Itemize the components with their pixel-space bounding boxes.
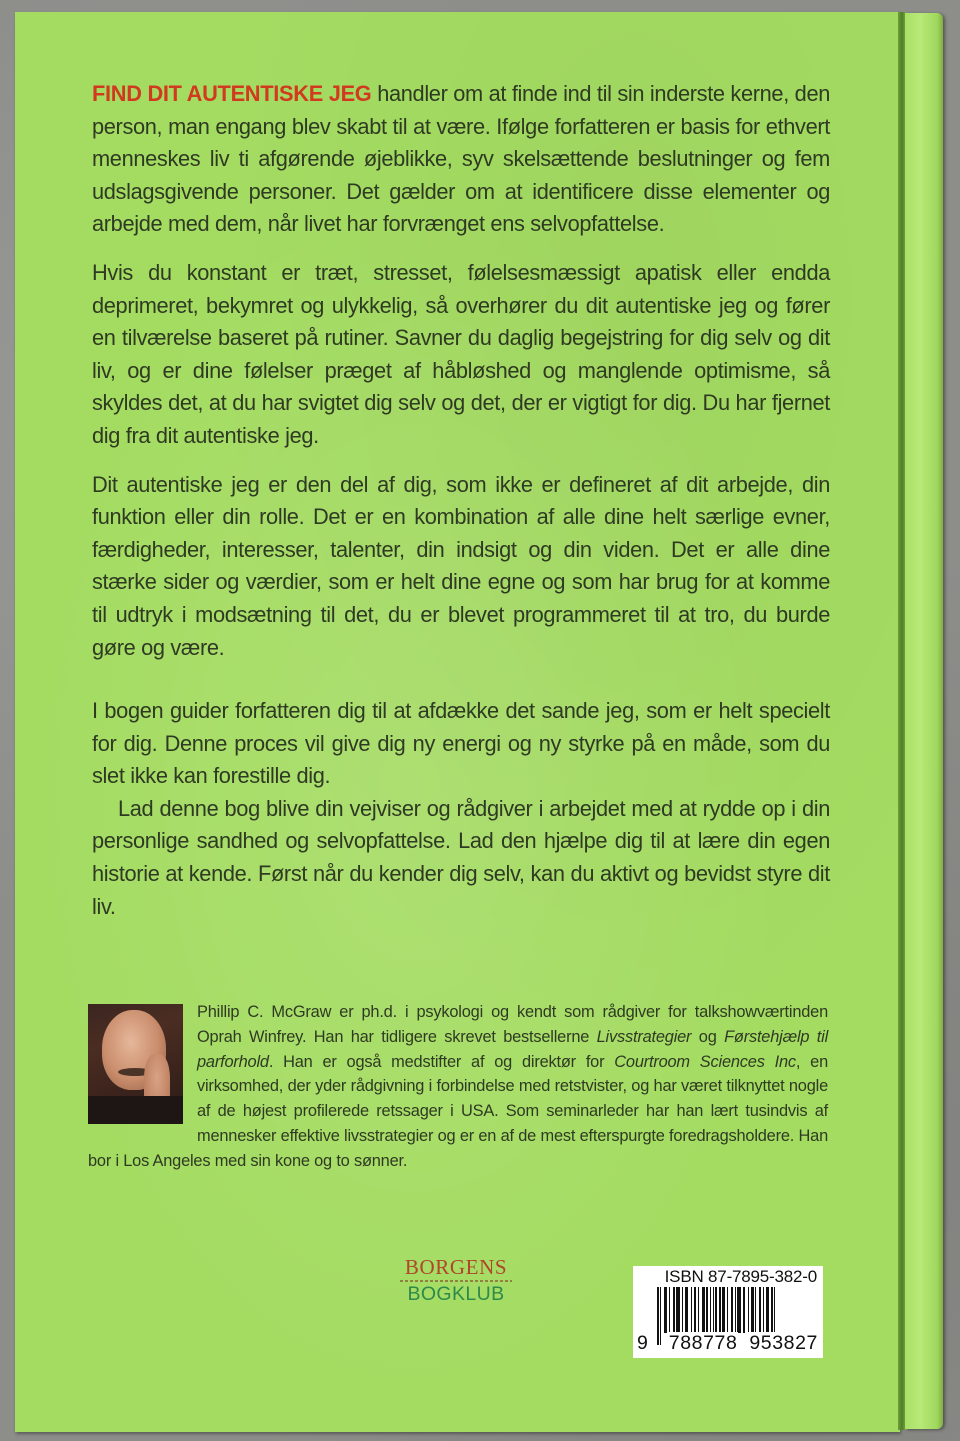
author-bio	[88, 1000, 828, 1174]
publisher-name-borgens: BORGENS	[404, 1255, 508, 1279]
blurb-paragraph-1	[92, 78, 830, 241]
book-spine	[905, 13, 943, 1429]
isbn-number: ISBN 87-7895-382-0	[664, 1267, 817, 1286]
ean-group-1: 788778	[668, 1332, 738, 1354]
book-title-headline: FIND DIT AUTENTISKE JEG	[92, 81, 372, 106]
company-name: Courtroom Sciences Inc	[614, 1052, 796, 1071]
publisher-divider	[400, 1280, 512, 1282]
blurb-paragraph-2: Hvis du konstant er træt, stresset, følelsesmæssigt apatisk eller endda deprimeret, bekymret og ulykkelig, så overhører du dit autentiske jeg og fører en tilværelse baseret på rutiner. Savner du daglig begejstring for dig selv og dit liv, og er dine følelser præget af håbløshed og manglende optimisme, så skyldes det, at du har svigtet dig selv og det, der er vigtigt for dig. Du har fjernet dig fra dit autentiske jeg.	[92, 259, 830, 448]
author-photo	[88, 1004, 183, 1124]
publisher-name-bogklub: BOGKLUB	[407, 1283, 505, 1305]
bio-text-3: . Han er også medstifter af og direktør for	[268, 1052, 615, 1071]
isbn-barcode-label	[633, 1266, 823, 1358]
publisher-logo	[394, 1256, 518, 1305]
author-shirt	[88, 1096, 183, 1124]
blurb-paragraph-4: I bogen guider forfatteren dig til at afdække det sande jeg, som er helt specielt for dig. Denne proces vil give dig ny energi og ny styrke på en måde, som du slet ikke kan forestille dig.	[92, 698, 830, 789]
ean-group-2: 953827	[749, 1332, 818, 1354]
blurb-paragraph-5: Lad denne bog blive din vejviser og rådgiver i arbejdet med at rydde op i din personlige sandhed og selvopfattelse. Lad den hjælpe dig til at lære din egen historie at kende. Først når du kender dig selv, kan du aktivt og bevidst styre dit liv.	[92, 795, 830, 919]
paragraph-1-text: handler om at finde ind til sin inderste kerne, den person, man engang blev skabt til at være. Ifølge forfatteren er basis for ethvert menneskes liv ti afgørende øjeblikke, syv skelsættende beslutninger og fem udslagsgivende personer. Det gælder om at identificere disse elementer og arbejde med dem, når livet har forvrænget ens selvopfattelse.	[92, 81, 830, 237]
ean-digits	[637, 1332, 819, 1354]
bio-text-4: , en virksomhed, der yder rådgivning i forbindelse med retstvister, og har været tilknyttet nogle af de højest profilerede retssager i USA. Som seminarleder har han lært tusindvis af mennesker effektive livsstrategier og er en af de mest efterspurgte foredragsholdere. Han bor i Los Angeles med sin kone og to sønner.	[88, 1052, 828, 1170]
blurb-paragraph-3: Dit autentiske jeg er den del af dig, som ikke er defineret af dit arbejde, din funktion eller din rolle. Det er en kombination af alle dine helt særlige evner, færdigheder, interesser, talenter, din indsigt og din viden. Det er alle dine stærke sider og værdier, som er helt dine egne og som har brug for at komme til udtryk i modsætning til det, du er blevet programmeret til at tro, du burde gøre og være.	[92, 471, 830, 660]
book-title-livsstrategier: Livsstrategier	[596, 1027, 692, 1046]
bio-text-2: og	[691, 1027, 725, 1046]
blurb-text	[92, 78, 830, 939]
book-title-forstehjaelp: Førstehjælp til parforhold	[197, 1027, 829, 1071]
ean-lead-digit: 9	[637, 1332, 648, 1354]
bio-text-1: Phillip C. McGraw er ph.d. i psykologi og kendt som rådgiver for talkshowværtinden Oprah Winfrey. Han har tidligere skrevet bestsellerne	[197, 1003, 828, 1046]
